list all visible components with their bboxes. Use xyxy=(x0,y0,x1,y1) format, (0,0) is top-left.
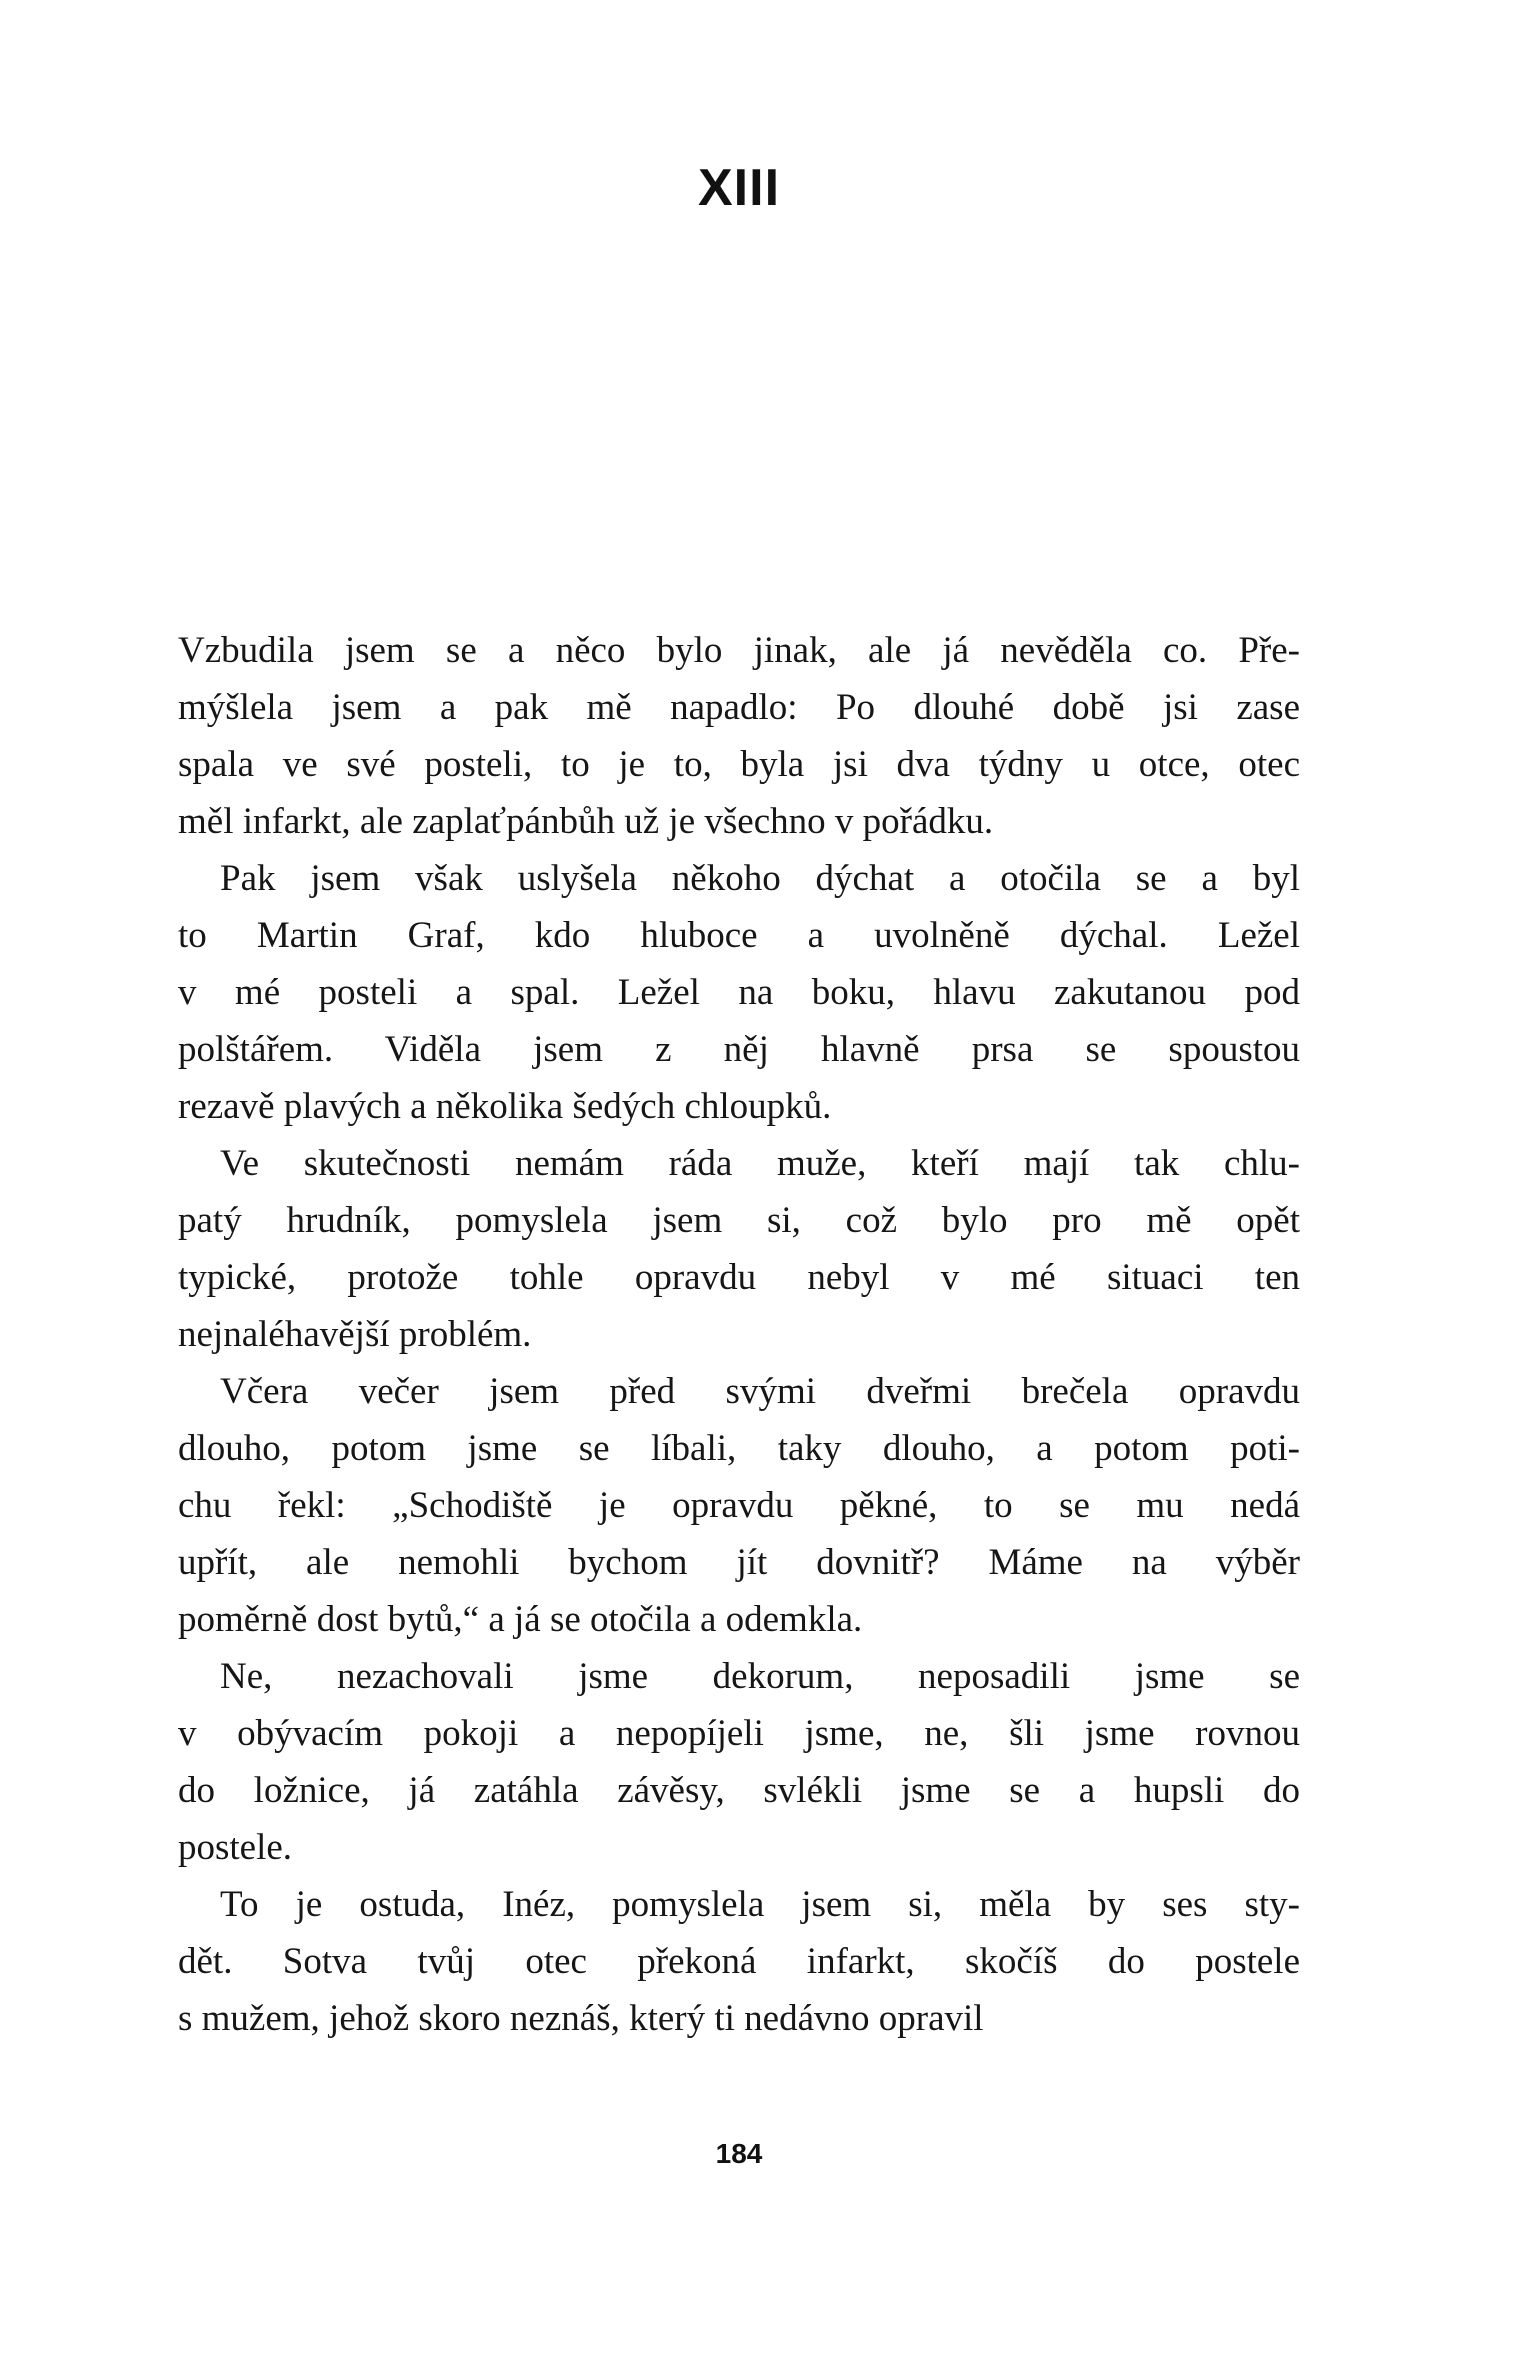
text-line: patý hrudník, pomyslela jsem si, což bylo pro mě opět xyxy=(178,1200,1300,1241)
text-line: to Martin Graf, kdo hluboce a uvolněně dýchal. Ležel xyxy=(178,915,1300,956)
text-line: Ne, nezachovali jsme dekorum, neposadili jsme se xyxy=(220,1656,1300,1697)
text-line: měl infarkt, ale zaplaťpánbůh už je všechno v pořádku. xyxy=(178,801,994,842)
text-line: v mé posteli a spal. Ležel na boku, hlavu zakutanou pod xyxy=(178,972,1300,1013)
text-line: spala ve své posteli, to je to, byla jsi dva týdny u otce, otec xyxy=(178,744,1300,785)
text-line: dlouho, potom jsme se líbali, taky dlouho, a potom poti- xyxy=(178,1428,1300,1469)
text-line: Pak jsem však uslyšela někoho dýchat a otočila se a byl xyxy=(220,858,1300,899)
text-line: To je ostuda, Inéz, pomyslela jsem si, měla by ses sty- xyxy=(220,1884,1300,1925)
text-line: rezavě plavých a několika šedých chloupků. xyxy=(178,1086,832,1127)
text-line: typické, protože tohle opravdu nebyl v mé situaci ten xyxy=(178,1257,1300,1298)
text-line: Vzbudila jsem se a něco bylo jinak, ale já nevěděla co. Pře- xyxy=(178,630,1300,671)
text-line: v obývacím pokoji a nepopíjeli jsme, ne, šli jsme rovnou xyxy=(178,1713,1300,1754)
text-line: Včera večer jsem před svými dveřmi brečela opravdu xyxy=(220,1371,1300,1412)
body-text xyxy=(178,622,1300,2047)
text-line: Ve skutečnosti nemám ráda muže, kteří mají tak chlu- xyxy=(220,1143,1300,1184)
text-line: dět. Sotva tvůj otec překoná infarkt, skočíš do postele xyxy=(178,1941,1300,1982)
text-line: mýšlela jsem a pak mě napadlo: Po dlouhé době jsi zase xyxy=(178,687,1300,728)
text-line: polštářem. Viděla jsem z něj hlavně prsa se spoustou xyxy=(178,1029,1300,1070)
text-line: upřít, ale nemohli bychom jít dovnitř? Máme na výběr xyxy=(178,1542,1300,1583)
page-number: 184 xyxy=(715,2138,763,2169)
text-line: postele. xyxy=(178,1827,293,1868)
chapter-heading: XIII xyxy=(697,159,781,217)
text-line: do ložnice, já zatáhla závěsy, svlékli jsme se a hupsli do xyxy=(178,1770,1300,1811)
text-line: s mužem, jehož skoro neznáš, který ti nedávno opravil xyxy=(178,1998,984,2039)
text-line: nejnaléhavější problém. xyxy=(178,1314,532,1355)
text-line: chu řekl: „Schodiště je opravdu pěkné, to se mu nedá xyxy=(178,1485,1300,1526)
text-line: poměrně dost bytů,“ a já se otočila a odemkla. xyxy=(178,1599,863,1640)
